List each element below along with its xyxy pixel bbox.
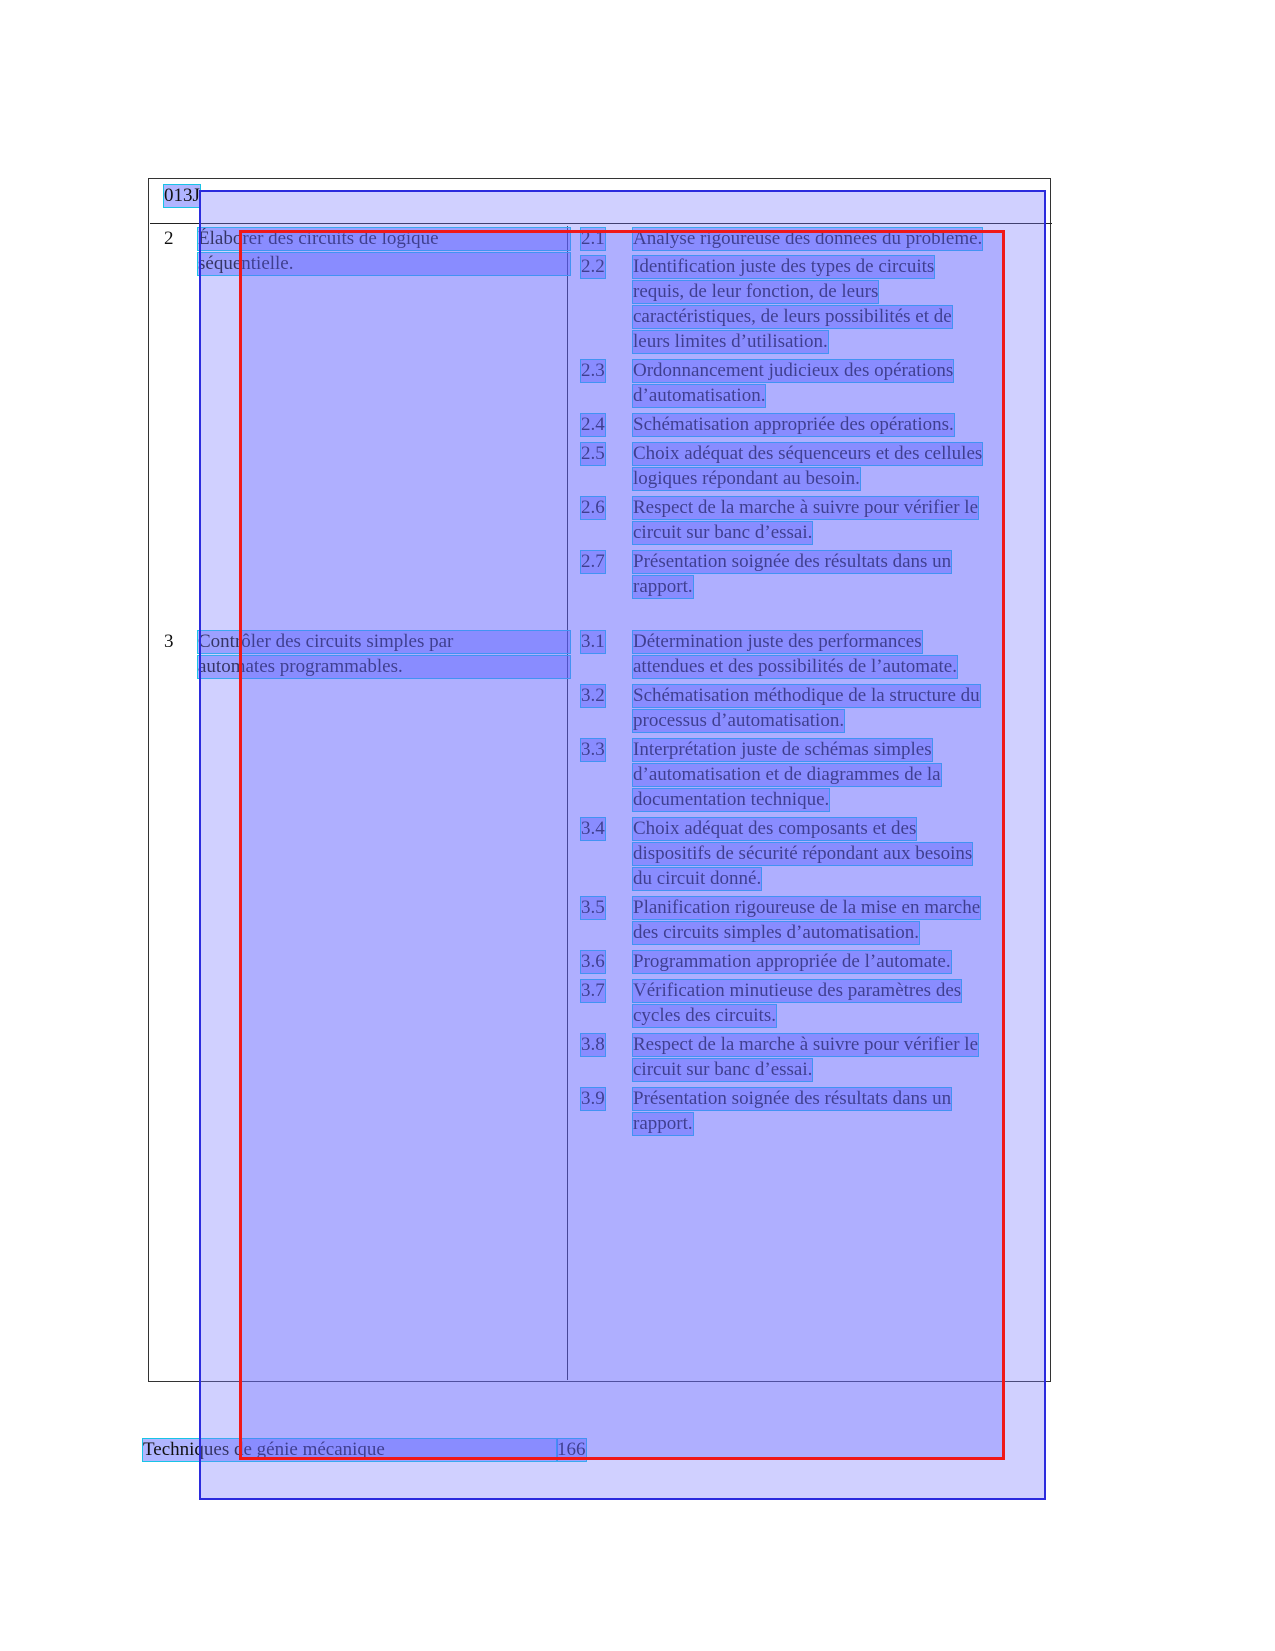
criterion-number: 2.7 — [581, 551, 605, 572]
criterion-number: 3.2 — [581, 685, 605, 706]
criterion-line: Planification rigoureuse de la mise en marche — [633, 897, 981, 918]
criterion-line: leurs limites d’utilisation. — [633, 331, 828, 352]
criterion-line: cycles des circuits. — [633, 1005, 776, 1026]
criterion-line: circuit sur banc d’essai. — [633, 1059, 813, 1080]
criterion-number: 3.9 — [581, 1088, 605, 1109]
page-number: 166 — [557, 1439, 586, 1460]
criterion-line: caractéristiques, de leurs possibilités et de — [633, 306, 952, 327]
criterion-line: Détermination juste des performances — [633, 631, 922, 652]
criterion-line: Choix adéquat des séquenceurs et des cellules — [633, 443, 983, 464]
criterion-number: 2.2 — [581, 256, 605, 277]
criterion-line: Respect de la marche à suivre pour vérifier le — [633, 497, 979, 518]
criterion-number: 2.1 — [581, 228, 605, 249]
criterion-number: 3.7 — [581, 980, 605, 1001]
criterion-line: rapport. — [633, 1113, 693, 1134]
criterion-line: Respect de la marche à suivre pour vérifier le — [633, 1034, 979, 1055]
criterion-line: dispositifs de sécurité répondant aux besoins — [633, 843, 973, 864]
criterion-line: Interprétation juste de schémas simples — [633, 739, 932, 760]
criterion-line: circuit sur banc d’essai. — [633, 522, 813, 543]
annotation-box-inner — [239, 230, 1005, 1460]
criterion-number: 3.3 — [581, 739, 605, 760]
competency-line: Contrôler des circuits simples par — [198, 631, 570, 653]
criterion-number: 3.5 — [581, 897, 605, 918]
criterion-line: d’automatisation et de diagrammes de la — [633, 764, 941, 785]
criterion-line: Schématisation méthodique de la structure du — [633, 685, 980, 706]
criterion-line: Vérification minutieuse des paramètres des — [633, 980, 962, 1001]
competency-line: séquentielle. — [198, 253, 570, 275]
criterion-line: processus d’automatisation. — [633, 710, 845, 731]
criterion-number: 2.5 — [581, 443, 605, 464]
criterion-line: requis, de leur fonction, de leurs — [633, 281, 879, 302]
criterion-number: 3.1 — [581, 631, 605, 652]
criterion-line: des circuits simples d’automatisation. — [633, 922, 920, 943]
competency-line: automates programmables. — [198, 656, 570, 678]
criterion-number: 3.4 — [581, 818, 605, 839]
criterion-number: 3.6 — [581, 951, 605, 972]
criterion-line: Choix adéquat des composants et des — [633, 818, 917, 839]
criterion-line: Schématisation appropriée des opérations. — [633, 414, 954, 435]
criterion-number: 2.3 — [581, 360, 605, 381]
competency-line: Élaborer des circuits de logique — [198, 228, 570, 250]
header-code: 013J — [164, 185, 200, 206]
criterion-line: Analyse rigoureuse des données du problème. — [633, 228, 983, 249]
criterion-line: logiques répondant au besoin. — [633, 468, 860, 489]
criterion-line: Ordonnancement judicieux des opérations — [633, 360, 954, 381]
criterion-line: du circuit donné. — [633, 868, 762, 889]
criterion-line: Programmation appropriée de l’automate. — [633, 951, 951, 972]
criterion-line: attendues et des possibilités de l’automate. — [633, 656, 957, 677]
criterion-line: Identification juste des types de circuits — [633, 256, 935, 277]
row-number: 2 — [164, 228, 174, 249]
criterion-line: rapport. — [633, 576, 693, 597]
criterion-number: 3.8 — [581, 1034, 605, 1055]
criterion-line: Présentation soignée des résultats dans un — [633, 1088, 952, 1109]
row-number: 3 — [164, 631, 174, 652]
criterion-number: 2.6 — [581, 497, 605, 518]
criterion-number: 2.4 — [581, 414, 605, 435]
criterion-line: documentation technique. — [633, 789, 830, 810]
criterion-line: Présentation soignée des résultats dans un — [633, 551, 952, 572]
footer-title: Techniques de génie mécanique — [143, 1439, 557, 1461]
criterion-line: d’automatisation. — [633, 385, 766, 406]
